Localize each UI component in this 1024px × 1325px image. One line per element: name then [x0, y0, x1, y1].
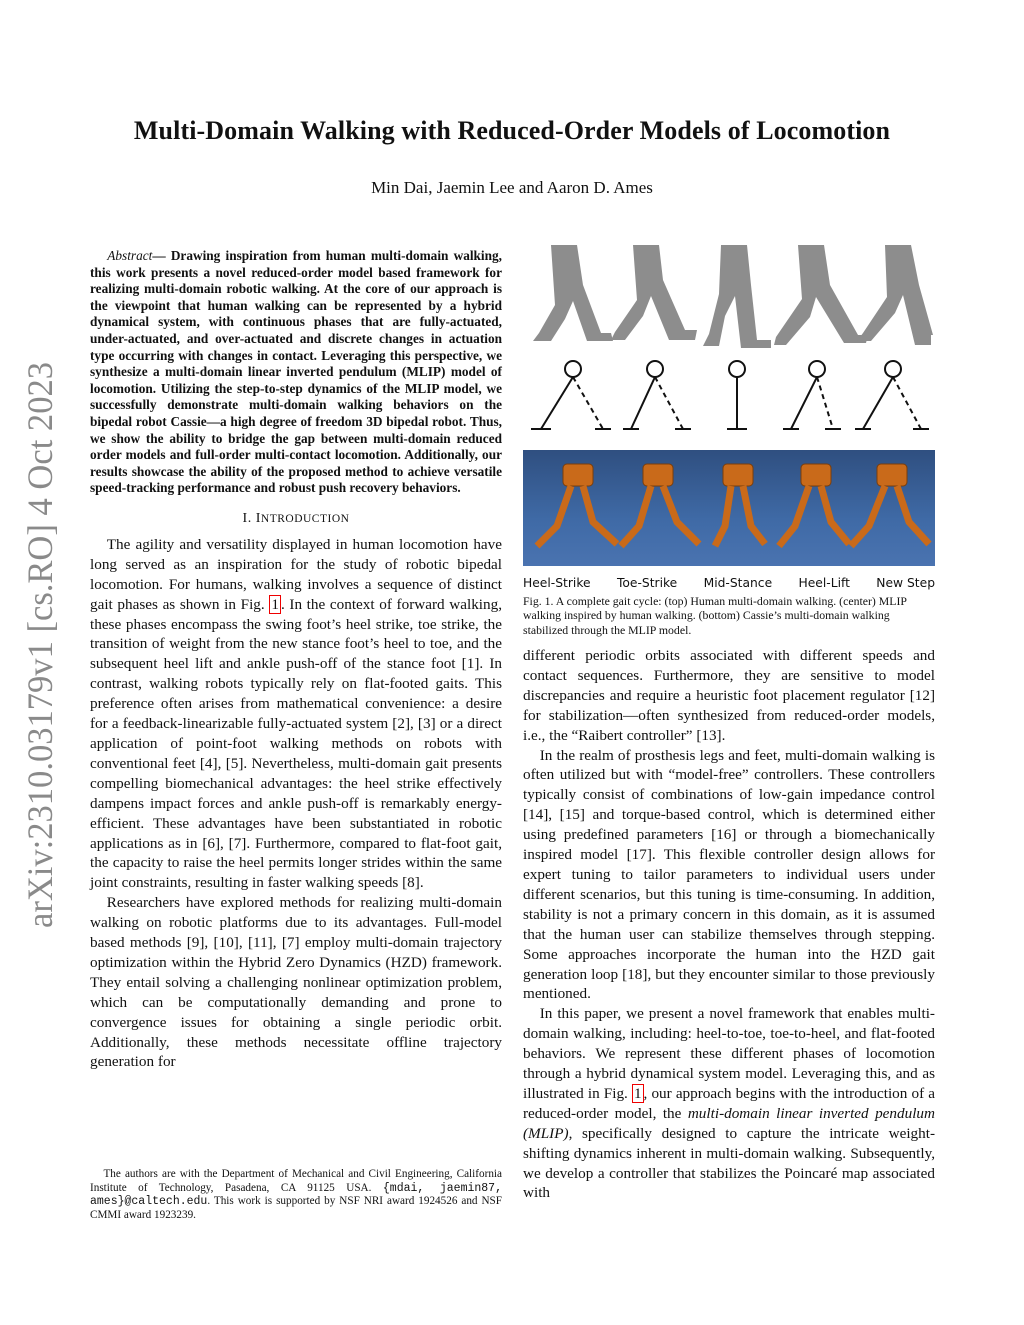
footnote: The authors are with the Department of Mechanical and Civil Engineering, California Institute of Technology, Pasadena, CA 91125 USA. {mdai, jaemin87, ames}@caltech.edu. This work is supported by NSF NRI award 1924526 and NSF CMMI award 1923239. — [90, 1168, 502, 1221]
authors: Min Dai, Jaemin Lee and Aaron D. Ames — [371, 178, 653, 197]
phase-label: Toe-Strike — [616, 576, 678, 590]
abstract-label: Abstract — [107, 248, 153, 263]
fig-ref-link[interactable]: 1 — [271, 595, 279, 613]
right-paragraph-2: In the realm of prosthesis legs and feet, multi-domain walking is often utilized but with “model-free” controllers. These controllers typically consist of combinations of low-gain impedance control [14], [15] and torque-based control, which is determined either using predefined parameters [16] or through a biomechanically inspired model [17]. This flexible controller design allows for expert tuning to tailor parameters to individual users under different scenarios, but this tuning is time-consuming. In addition, stability is not a primary concern in this domain, as it is assumed that the human user can stabilize themselves through stepping. Some approaches incorporate the human into the HZD gait generation loop [18], but they encounter similar to those previously mentioned. — [523, 746, 935, 1003]
cassie-figure — [523, 450, 935, 566]
human-walking-figure — [523, 240, 935, 352]
abstract-text: — Drawing inspiration from human multi-domain walking, this work presents a novel reduced-order model based framework for realizing multi-domain robotic walking. At the core of our approach is the viewpoint that human walking can be represented by a hybrid dynamical system, with continuous phases that are fully-actuated, under-actuated, and over-actuated and discrete changes in actuation type occurring with changes in contact. Leveraging this perspective, we synthesize a multi-domain linear inverted pendulum (MLIP) model of locomotion. Utilizing the step-to-step dynamics of the MLIP model, we successfully demonstrate multi-domain walking behaviors on the bipedal robot Cassie—a high degree of freedom 3D bipedal robot. Thus, we show the ability to bridge the gap between multi-domain reduced order models and full-order multi-contact locomotion. Additionally, our results showcase the ability of the proposed method to achieve versatile speed-tracking performance and robust push recovery behaviors. — [90, 248, 502, 496]
gait-phase-labels — [523, 576, 935, 590]
fig-ref-link[interactable]: 1 — [633, 1084, 642, 1102]
left-column — [90, 248, 502, 1072]
author-emails: {mdai, jaemin87, ames}@caltech.edu — [90, 1181, 502, 1209]
phase-label: Heel-Strike — [523, 576, 591, 590]
right-paragraph-1: different periodic orbits associated with different speeds and contact sequences. Furthermore, they are sensitive to model discrepancies and require a heuristic foot placement regulator [12] for stabilization—often synthesized from reduced-order models, i.e., the “Raibert controller” [13]. — [523, 647, 935, 744]
section-heading: I. INTRODUCTION — [242, 510, 350, 526]
phase-label: Mid-Stance — [703, 576, 773, 590]
intro-paragraph-2: Researchers have explored methods for realizing multi-domain walking on robotic platforms due to its advantages. Full-model based methods [9], [10], [11], [7] employ multi-domain trajectory optimization within the Hybrid Zero Dynamics (HZD) framework. They entail solving a challenging nonlinear optimization problem, which can be computationally demanding and prone to convergence issues for obtaining a single periodic orbit. Additionally, these methods necessitate offline trajectory generation for — [90, 894, 502, 1071]
arxiv-id: arXiv:2310.03179v1 [cs.RO] 4 Oct 2023 — [20, 360, 60, 928]
mlip-figure — [523, 359, 935, 437]
arxiv-watermark — [8, 360, 68, 930]
right-column — [523, 646, 935, 1203]
figure-caption: Fig. 1. A complete gait cycle: (top) Human multi-domain walking. (center) MLIP walking inspired by human walking. (bottom) Cassie’s multi-domain walking stabilized through the MLIP model. — [523, 594, 907, 637]
right-paragraph-3: In this paper, we present a novel framework that enables multi-domain walking, including: heel-to-toe, toe-to-heel, and flat-footed behaviors. We represent these different phases of locomotion through a hybrid dynamical system model. Leveraging this, and as illustrated in Fig. 1 , our approach begins with the introduction of a reduced-order model, the multi-domain linear inverted pendulum (MLIP), specifically designed to capture the intricate weight-shifting dynamics inherent in multi-domain walking. Subsequently, we develop a controller that stabilizes the Poincaré map associated with — [523, 1005, 935, 1202]
abstract — [90, 248, 502, 497]
phase-label: Heel-Lift — [798, 576, 850, 590]
figure-1 — [523, 240, 935, 637]
paper-title: Multi-Domain Walking with Reduced-Order Models of Locomotion — [133, 116, 891, 145]
phase-label: New Step — [876, 576, 935, 590]
intro-paragraph-1: The agility and versatility displayed in human locomotion have long served as an inspiration for the study of robotic bipedal locomotion. For humans, walking involves a sequence of distinct gait phases as shown in Fig. 1 . In the context of forward walking, these phases encompass the swing foot’s heel strike, toe strike, the transition of weight from the new stance foot’s heel to toe, and the subsequent heel lift and ankle push-off of the stance foot [1]. In contrast, walking robots typically rely on flat-footed gaits. This preference often arises from mathematical convenience: a desire for a feedback-linearizable fully-actuated system [2], [3] or a direct application of point-foot walking methods on robots with conventional feet [4], [5]. Nevertheless, multi-domain gait presents compelling biomechanical advantages: the heel strike effectively dampens impact forces and ankle push-off is remarkably energy-efficient. These advantages have been substantiated in robotic applications as in [6], [7]. Furthermore, compared to flat-foot gait, the capacity to raise the heel permits longer strides within the same joint constraints, resulting in faster walking speeds [8]. — [90, 535, 502, 892]
